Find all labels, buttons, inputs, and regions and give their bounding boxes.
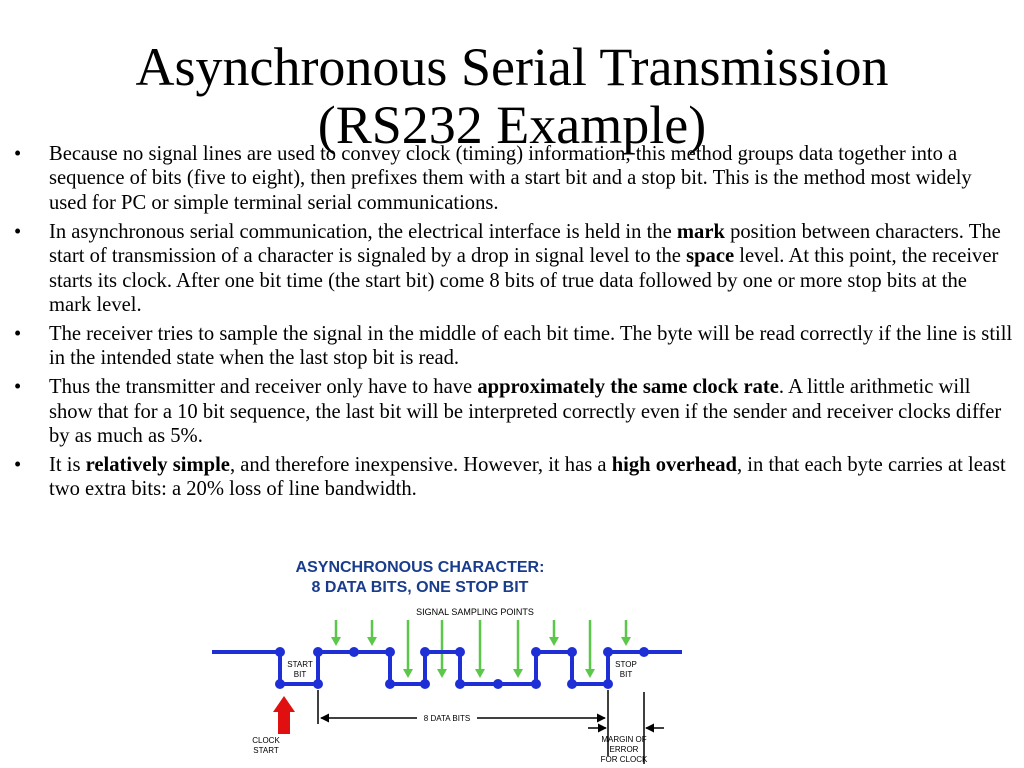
signal-dot bbox=[455, 679, 465, 689]
signal-dot bbox=[603, 679, 613, 689]
clock-start-arrow bbox=[273, 696, 295, 734]
bullet-marker: • bbox=[14, 376, 22, 399]
sample-arrow-head bbox=[367, 637, 377, 646]
signal-dot bbox=[385, 679, 395, 689]
bullet-text: Thus the transmitter and receiver only have to have bbox=[49, 376, 478, 399]
bullet-item bbox=[14, 220, 1014, 318]
bullet-text: position between characters. The start of transmission of a character is signaled by a drop in signal level to the bbox=[49, 220, 1001, 268]
bullet-marker: • bbox=[14, 453, 22, 476]
signal-dot bbox=[567, 647, 577, 657]
sample-arrow-head bbox=[513, 669, 523, 678]
signal-dot bbox=[493, 679, 503, 689]
signal-dot bbox=[385, 647, 395, 657]
signal-dot bbox=[313, 647, 323, 657]
signal-dot bbox=[420, 679, 430, 689]
bullet-text: . A little arithmetic will show that for a 10 bit sequence, the last bit will be interpreted correctly even if the sender and receiver clocks differ by as much as 5%. bbox=[49, 376, 1002, 447]
slide-title bbox=[0, 38, 1024, 154]
sample-arrow-head bbox=[437, 669, 447, 678]
title-line-2: (RS232 Example) bbox=[317, 95, 707, 156]
bullet-marker: • bbox=[14, 220, 22, 243]
sample-arrow-head bbox=[475, 669, 485, 678]
bold-term-space: space bbox=[686, 245, 735, 268]
bullet-text: , and therefore inexpensive. However, it has a bbox=[229, 453, 612, 476]
sample-arrow-head bbox=[331, 637, 341, 646]
signal-waveform bbox=[212, 652, 682, 684]
signal-dot bbox=[313, 679, 323, 689]
start-bit-label-2: BIT bbox=[293, 670, 307, 679]
signal-dot bbox=[603, 647, 613, 657]
signal-dot bbox=[531, 679, 541, 689]
signal-dot bbox=[567, 679, 577, 689]
bold-term-clock-rate: approximately the same clock rate bbox=[477, 376, 779, 399]
signal-dot bbox=[531, 647, 541, 657]
bullet-item bbox=[14, 142, 1014, 215]
clock-start-label-1: CLOCK bbox=[252, 736, 280, 745]
stop-bit-label-2: BIT bbox=[619, 670, 633, 679]
bullet-text: Because no signal lines are used to convey clock (timing) information, this method groups data together into a sequence of bits (five to eight), then prefixes them with a start bit and a stop bit. This is the method most widely used for PC or simple terminal serial communications. bbox=[49, 143, 972, 214]
bullet-list bbox=[14, 142, 1014, 506]
data-bits-label: 8 DATA BITS bbox=[423, 714, 471, 723]
bold-term-overhead: high overhead bbox=[611, 453, 737, 476]
margin-label-1: MARGIN OF bbox=[601, 735, 647, 744]
diagram-heading-line-1: ASYNCHRONOUS CHARACTER: bbox=[295, 559, 545, 576]
signal-dot bbox=[455, 647, 465, 657]
diagram-heading-line-2: 8 DATA BITS, ONE STOP BIT bbox=[311, 579, 529, 596]
async-character-diagram bbox=[212, 552, 692, 768]
bullet-text: It is bbox=[49, 453, 86, 476]
sample-arrow-head bbox=[585, 669, 595, 678]
start-bit-label-1: START bbox=[287, 660, 313, 669]
bullet-item bbox=[14, 453, 1014, 502]
bullet-text: The receiver tries to sample the signal in the middle of each bit time. The byte will be read correctly if the line is still in the intended state when the last stop bit is read. bbox=[49, 322, 1013, 370]
signal-dot bbox=[639, 647, 649, 657]
stop-bit-label-1: STOP bbox=[615, 660, 637, 669]
sample-arrow-head bbox=[621, 637, 631, 646]
bullet-item bbox=[14, 322, 1014, 371]
sampling-points-label: SIGNAL SAMPLING POINTS bbox=[416, 607, 534, 617]
bullet-item bbox=[14, 375, 1014, 448]
sample-arrow-head bbox=[403, 669, 413, 678]
sample-arrow-head bbox=[549, 637, 559, 646]
margin-label-2: ERROR bbox=[609, 745, 639, 754]
bullet-marker: • bbox=[14, 322, 22, 345]
signal-dot bbox=[275, 679, 285, 689]
clock-start-label-2: START bbox=[253, 746, 279, 755]
bullet-text: , in that each byte carries at least two extra bits: a 20% loss of line bandwidth. bbox=[49, 453, 1006, 501]
timing-diagram-svg bbox=[212, 552, 692, 768]
bullet-marker: • bbox=[14, 143, 22, 165]
sample-arrows bbox=[331, 620, 631, 678]
bold-term-simple: relatively simple bbox=[85, 453, 230, 476]
signal-dot bbox=[275, 647, 285, 657]
signal-dot bbox=[349, 647, 359, 657]
bullet-text: In asynchronous serial communication, the electrical interface is held in the bbox=[49, 220, 677, 243]
bold-term-mark: mark bbox=[676, 220, 725, 243]
bullet-text: level. At this point, the receiver starts its clock. After one bit time (the start bit) come 8 bits of true data followed by one or more stop bits at the mark level. bbox=[49, 245, 999, 316]
title-line-1: Asynchronous Serial Transmission bbox=[135, 37, 889, 98]
signal-dot bbox=[420, 647, 430, 657]
margin-label-3: FOR CLOCK bbox=[600, 755, 648, 764]
